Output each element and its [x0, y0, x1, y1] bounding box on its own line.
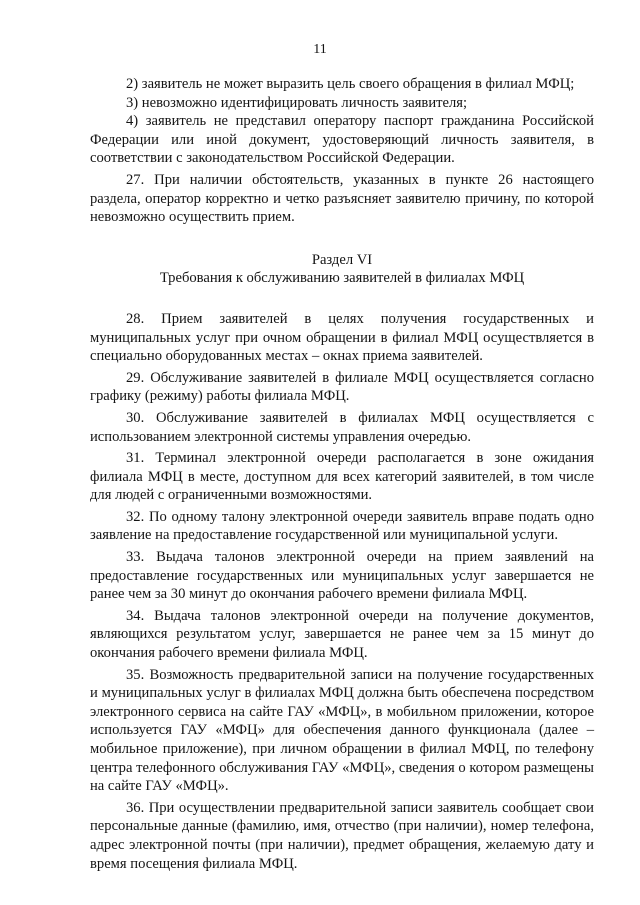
paragraph-36: 36. При осуществлении предварительной записи заявитель сообщает свои персональные данные (фамилию, имя, отчество (при наличии), номер телефона, адрес электронной почты (при наличии), предмет обращения, желаемую дату и время посещения филиала МФЦ. [90, 799, 594, 872]
paragraph-28: 28. Прием заявителей в целях получения государственных и муниципальных услуг при очном обращении в филиал МФЦ осуществляется в специально оборудованных местах – окнах приема заявителей. [90, 310, 594, 365]
paragraph-29: 29. Обслуживание заявителей в филиале МФЦ осуществляется согласно графику (режиму) работы филиала МФЦ. [90, 369, 594, 405]
paragraph-item-3: 3) невозможно идентифицировать личность заявителя; [126, 94, 468, 111]
section-title: Требования к обслуживанию заявителей в филиалах МФЦ [159, 270, 525, 287]
paragraph-35: 35. Возможность предварительной записи на получение государственных и муниципальных услуг в филиалах МФЦ должна быть обеспечена посредством электронного сервиса на сайте ГАУ «МФЦ», в мобильном приложении, которое используется ГАУ «МФЦ» для обеспечения данного функционала (далее – мобильное приложение), при личном обращении в филиал МФЦ, по телефону центра телефонного обслуживания ГАУ «МФЦ», сведения о котором размещены на сайте ГАУ «МФЦ». [90, 666, 594, 795]
paragraph-31: 31. Терминал электронной очереди располагается в зоне ожидания филиала МФЦ в месте, доступном для всех категорий заявителей, в том числе для людей с ограниченными возможностями. [90, 450, 594, 504]
paragraph-item-2: 2) заявитель не может выразить цель своего обращения в филиал МФЦ; [126, 76, 575, 92]
paragraph-30: 30. Обслуживание заявителей в филиалах МФЦ осуществляется с использованием электронной системы управления очередью. [90, 409, 594, 445]
page-number: 11 [313, 42, 327, 57]
paragraph-32: 32. По одному талону электронной очереди заявитель вправе подать одно заявление на предоставление государственной или муниципальной услуги. [90, 508, 594, 544]
paragraph-27: 27. При наличии обстоятельств, указанных в пункте 26 настоящего раздела, оператор корректно и четко разъясняет заявителю причину, по которой невозможно осуществить прием. [90, 171, 594, 226]
paragraph-34: 34. Выдача талонов электронной очереди на получение документов, являющихся результатом услуг, завершается не ранее чем за 15 минут до окончания рабочего времени филиала МФЦ. [90, 607, 594, 662]
section-label: Раздел VI [311, 251, 373, 268]
paragraph-33: 33. Выдача талонов электронной очереди на прием заявлений на предоставление государственных или муниципальных услуг завершается не ранее чем за 30 минут до окончания рабочего времени филиала МФЦ. [90, 549, 594, 603]
document-body [90, 75, 594, 873]
paragraph-item-4: 4) заявитель не представил оператору паспорт гражданина Российской Федерации или иной документ, удостоверяющий личность заявителя, в соответствии с законодательством Российской Федерации. [90, 113, 594, 167]
